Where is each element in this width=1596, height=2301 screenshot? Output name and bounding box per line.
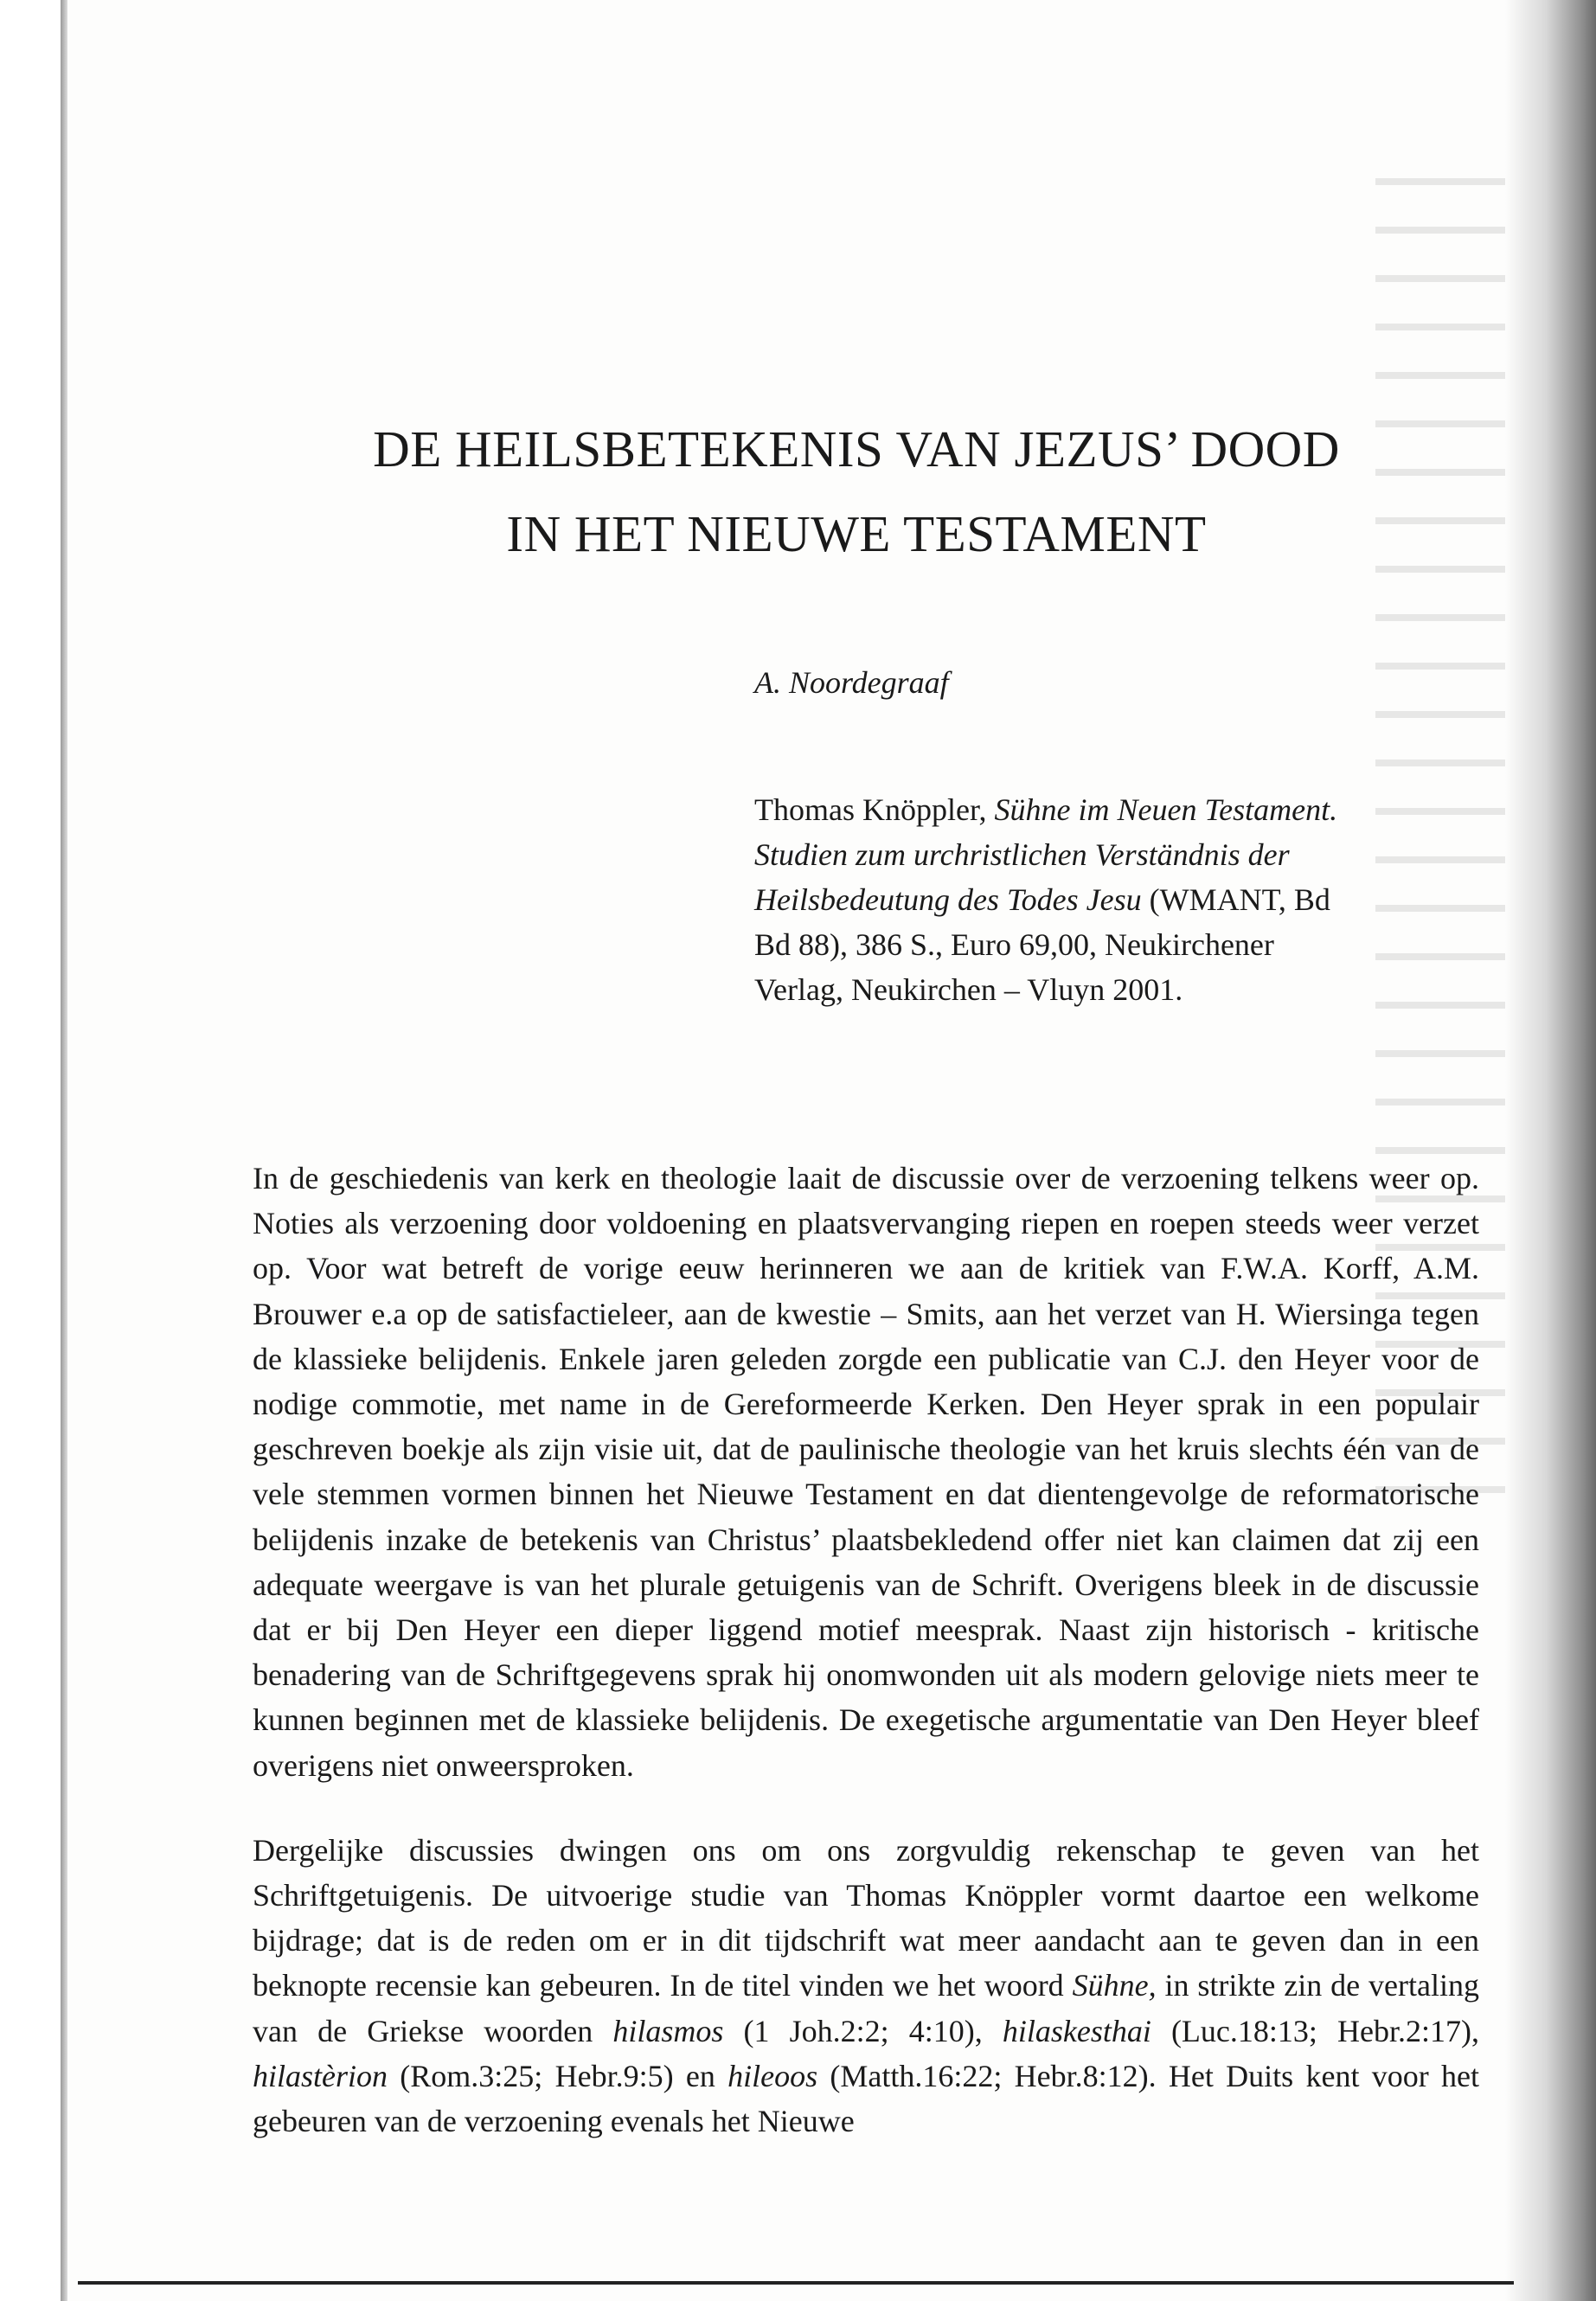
p2-text-6: (Matth.16:22; Hebr.8:12). Het Duits kent voor het gebeuren van de verzoening evenals het Nieuwe bbox=[253, 2058, 1479, 2139]
reference-title-3: Heilsbedeutung des Todes Jesu bbox=[754, 882, 1142, 917]
title-line-2: IN HET NIEUWE TESTAMENT bbox=[506, 505, 1207, 562]
p2-term-hileoos: hileoos bbox=[727, 2058, 818, 2093]
reference-title-2: Studien zum urchristlichen Verständnis der bbox=[754, 837, 1290, 872]
p2-term-hilaskesthai: hilaskesthai bbox=[1002, 2013, 1151, 2048]
bottom-edge-line bbox=[78, 2281, 1514, 2285]
p2-text-1: Dergelijke discussies dwingen ons om ons zorgvuldig rekenschap te geven van het Schriftgetuigenis. De uitvoerige studie van Thomas Knöppler vormt daartoe een welkome bijdrage; dat is de reden om er in dit tijdschrift wat meer aandacht aan te geven dan in een beknopte recensie kan gebeuren. In de titel vinden we het woord bbox=[253, 1832, 1479, 2003]
p2-text-3: (1 Joh.2:2; 4:10), bbox=[723, 2013, 1003, 2048]
article-title bbox=[260, 407, 1453, 576]
p2-term-hilasmos: hilasmos bbox=[612, 2013, 724, 2048]
paragraph-2 bbox=[253, 1828, 1479, 2144]
reference-series: (WMANT, Bd bbox=[1141, 882, 1330, 917]
reference-line-3 bbox=[754, 877, 1420, 922]
p2-text-2: in strikte zin de vertaling van de Griekse woorden bbox=[253, 1968, 1479, 2048]
article-body bbox=[253, 1156, 1479, 2144]
reference-line-2 bbox=[754, 832, 1420, 877]
p2-term-suehne: Sühne, bbox=[1072, 1968, 1157, 2003]
paragraph-1: In de geschiedenis van kerk en theologie laait de discussie over de verzoening telkens weer op. Noties als verzoening door voldoening en plaatsvervanging riepen en roepen steeds weer verzet op. Voor wat betreft de vorige eeuw herinneren we aan de kritiek van F.W.A. Korff, A.M. Brouwer e.a op de satisfactieleer, aan de kwestie – Smits, aan het verzet van H. Wiersinga tegen de klassieke belijdenis. Enkele jaren geleden zorgde een publicatie van C.J. den Heyer voor de nodige commotie, met name in de Gereformeerde Kerken. Den Heyer sprak in een populair geschreven boekje als zijn visie uit, dat de paulinische theologie van het kruis slechts één van de vele stemmen vormen binnen het Nieuwe Testament en dat dientengevolge de reformatorische belijdenis inzake de betekenis van Christus’ plaatsbekledend offer niet kan claimen dat zij een adequate weergave is van het plurale getuigenis van de Schrift. Overigens bleek in de discussie dat er bij Den Heyer een dieper liggend motief meesprak. Naast zijn historisch - kritische benadering van de Schriftgegevens sprak hij onomwonden uit als modern gelovige niets meer te kunnen beginnen met de klassieke belijdenis. De exegetische argumentatie van Den Heyer bleef overigens niet onweersproken. bbox=[253, 1161, 1479, 1783]
page-gutter bbox=[61, 0, 67, 2301]
p2-text-5: (Rom.3:25; Hebr.9:5) en bbox=[388, 2058, 728, 2093]
p2-term-hilasterion: hilastèrion bbox=[253, 2058, 388, 2093]
title-line-1: DE HEILSBETEKENIS VAN JEZUS’ DOOD bbox=[373, 420, 1340, 478]
reference-line-4: Bd 88), 386 S., Euro 69,00, Neukirchener bbox=[754, 927, 1274, 962]
reference-title-1: Sühne im Neuen Testament. bbox=[994, 792, 1338, 827]
p2-text-4: (Luc.18:13; Hebr.2:17), bbox=[1151, 2013, 1479, 2048]
reference-author: Thomas Knöppler, bbox=[754, 792, 995, 827]
reference-line-1 bbox=[754, 787, 1420, 832]
page-edge-shadow bbox=[1505, 0, 1596, 2301]
reference-line-5: Verlag, Neukirchen – Vluyn 2001. bbox=[754, 972, 1183, 1007]
article-author: A. Noordegraaf bbox=[754, 665, 949, 700]
book-reference bbox=[754, 787, 1420, 1012]
